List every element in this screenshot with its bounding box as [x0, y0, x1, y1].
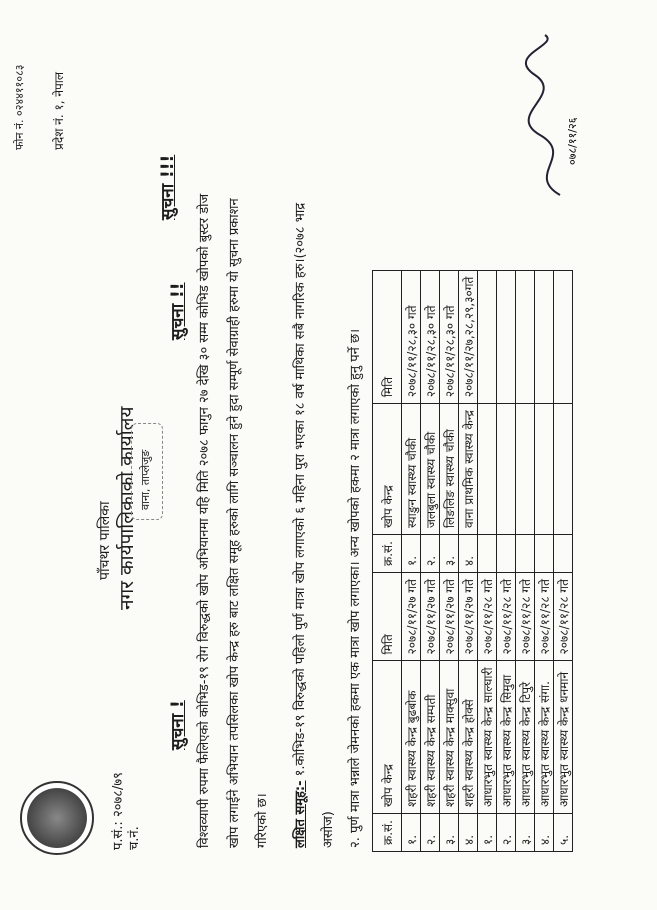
notice-title-right: सुचना !!!: [158, 154, 178, 220]
table-cell: [554, 270, 573, 404]
table-cell: २०७८/११/२७,२८,२९,३०गते: [459, 270, 478, 404]
signature-mark: [520, 25, 580, 205]
table-cell: [516, 270, 535, 404]
notice-paragraph-1: विश्वव्यापी रुपमा फैलिएको कोभिड-१९ रोग विरुद्धको खोप अभियानमा यहि मिति २०७८ फागुन २७ देखि ३० सम्म कोभिड खोपको बुस्टर डोज: [197, 193, 212, 848]
table-cell: २०७८/११/२८,३० गते: [440, 270, 459, 404]
table-cell: स्याङुन स्वास्थ्य चौकी: [402, 404, 421, 535]
notice-paragraph-3: गरिएको छ।: [255, 793, 270, 848]
target-group-label: लक्षित समूह:-: [293, 780, 308, 848]
nepal-emblem-icon: [20, 781, 94, 855]
table-cell: २.: [421, 535, 440, 573]
table-cell: शहरी स्वास्थ्य केन्द्र माक्सुवा: [440, 661, 459, 814]
table-cell: १.: [402, 535, 421, 573]
table-cell: ५.: [554, 814, 573, 852]
table-cell: [535, 404, 554, 535]
reference-number: प.सं.: २०७८/७९: [111, 772, 126, 850]
province-address: प्रदेश नं. १, नेपाल: [52, 71, 66, 150]
table-cell: ३.: [516, 814, 535, 852]
table-cell: [535, 270, 554, 404]
table-cell: २०७८/११/२७ गते: [459, 573, 478, 661]
table-cell: २.: [421, 814, 440, 852]
table-cell: शहरी स्वास्थ्य केन्द्र सम्पती: [421, 661, 440, 814]
table-cell: १.: [402, 814, 421, 852]
table-cell: ४.: [459, 814, 478, 852]
table-cell: आधारभुत स्वास्थ्य केन्द्र धनमाने: [554, 661, 573, 814]
table-row: [440, 270, 459, 851]
table-cell: [497, 270, 516, 404]
table-cell: ३.: [440, 535, 459, 573]
table-cell: २०७८/११/२८ गते: [497, 573, 516, 661]
table-cell: २०७८/११/२८ गते: [516, 573, 535, 661]
table-cell: आधारभुत स्वास्थ्य केन्द्र साल्घारी: [478, 661, 497, 814]
table-cell: शहरी स्वास्थ्य केन्द्र होक्से: [459, 661, 478, 814]
table-cell: [478, 270, 497, 404]
target-group-text-2: असोज): [321, 811, 336, 848]
header-center-1: खोप केन्द्र: [373, 661, 402, 814]
table-cell: २०७८/११/२८ गते: [535, 573, 554, 661]
table-cell: [516, 404, 535, 535]
table-cell: २०७८/११/२७ गते: [402, 573, 421, 661]
table-cell: [554, 535, 573, 573]
notice-paragraph-2: खोप लगाईने अभियान तपसिलका खोप केन्द्र हरु बाट लक्षित समूह हरुको लागि सञ्चालन हुने हुदा सम्पूर्ण सेवाग्राही हरुमा यो सुचना प्रकाशन: [227, 198, 242, 848]
target-group-text: १.कोभिड-१९ विरुद्धको पहिलो पुर्ण मात्रा खोप लगाएको ६ महिना पुरा भएका १८ वर्ष माथिका सबै नागरिक हरु।(२०७८ भाद्र: [293, 202, 308, 777]
target-group: [290, 203, 308, 848]
notice-title-left: सुचना !: [168, 700, 188, 750]
table-row: [516, 270, 535, 851]
table-cell: २.: [497, 814, 516, 852]
table-cell: ४.: [459, 535, 478, 573]
table-cell: आधारभुत स्वास्थ्य केन्द्र टिपुरे: [516, 661, 535, 814]
table-row: [554, 270, 573, 851]
table-cell: [497, 535, 516, 573]
table-row: [459, 270, 478, 851]
header-center-2: खोप केन्द्र: [373, 404, 402, 535]
table-cell: [497, 404, 516, 535]
table-cell: शहरी स्वास्थ्य केन्द्र बुढबोक: [402, 661, 421, 814]
phone-number: फोन नं. ०२४४११०८३: [13, 64, 26, 150]
table-row: [421, 270, 440, 851]
municipality-name: पाँचथर पालिका: [97, 501, 113, 580]
table-row: [478, 270, 497, 851]
table-cell: ४.: [535, 814, 554, 852]
table-cell: २०७८/११/२७ गते: [440, 573, 459, 661]
header-sn-1: क्र.सं.: [373, 814, 402, 852]
table-cell: [478, 404, 497, 535]
table-cell: [478, 535, 497, 573]
table-cell: २०७८/११/२८ गते: [554, 573, 573, 661]
table-cell: [516, 535, 535, 573]
table-cell: २०७८/११/२८,३० गते: [402, 270, 421, 404]
office-location: वाना, ताप्लेजुङ: [139, 449, 152, 510]
header-date-1: मिति: [373, 573, 402, 661]
stamp-mark: [131, 423, 163, 520]
table-cell: आधारभुत स्वास्थ्य केन्द्र सिमुवा: [497, 661, 516, 814]
table-cell: जलबुला स्वास्थ्य चौकी: [421, 404, 440, 535]
notice-title-center: सुचना !!: [168, 282, 188, 340]
note-text: २. पुर्ण मात्रा भन्नाले जेमनको हकमा एक मात्रा खोप लगाएका। अन्य खोपको हकमा २ मात्रा लगाएको हुनु पर्ने छ।: [348, 328, 363, 848]
office-name: नगर कार्यपालिकाको कार्यालय: [116, 406, 138, 610]
table-cell: २०७८/११/२८ गते: [478, 573, 497, 661]
header-date-2: मिति: [373, 270, 402, 404]
table-row: [402, 270, 421, 851]
table-cell: २०७८/११/२७ गते: [421, 573, 440, 661]
header-sn-2: क्र.सं.: [373, 535, 402, 573]
dispatch-number: च.नं.: [127, 826, 142, 850]
table-row: [497, 270, 516, 851]
table-cell: १.: [478, 814, 497, 852]
table-cell: आधारभुत स्वास्थ्य केन्द्र संगा.: [535, 661, 554, 814]
table-row: [535, 270, 554, 851]
table-header-row: [373, 270, 402, 851]
vaccination-schedule-table: [372, 270, 573, 852]
signature-date: ०७८/११/२६: [566, 117, 579, 165]
table-cell: लिङलिङ स्वास्थ्य चौकी: [440, 404, 459, 535]
table-cell: २०७८/११/२८,३० गते: [421, 270, 440, 404]
table-cell: [554, 404, 573, 535]
table-cell: [535, 535, 554, 573]
table-cell: वाना प्राथमिक स्वास्थ्य केन्द्र: [459, 404, 478, 535]
table-cell: ३.: [440, 814, 459, 852]
